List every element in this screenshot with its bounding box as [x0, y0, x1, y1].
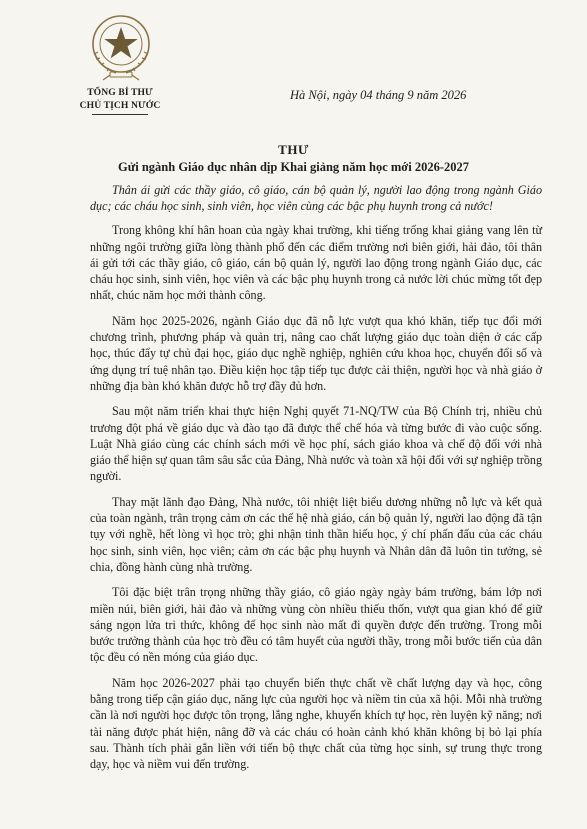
document-subject: Gửi ngành Giáo dục nhân dịp Khai giảng năm học mới 2026-2027 [118, 160, 469, 174]
place-date: Hà Nội, ngày 04 tháng 9 năm 2026 [290, 88, 467, 102]
signatory-title: TỔNG BÍ THƯ [87, 87, 153, 98]
signatory-block [60, 86, 180, 115]
signatory-underline [92, 114, 148, 115]
letter-greeting: Thân ái gửi các thầy giáo, cô giáo, cán bộ quản lý, người lao động trong ngành Giáo dục; các cháu học sinh, sinh viên, học viên cùng các bậc phụ huynh trong cả nước! [90, 183, 542, 214]
letter-paragraph: Năm học 2025-2026, ngành Giáo dục đã nỗ lực vượt qua khó khăn, tiếp tục đổi mới chương trình, phương pháp và quản trị, nâng cao chất lượng giáo dục toàn diện ở các cấp học, thúc đẩy tự chủ đại học, giáo dục nghề nghiệp, nghiên cứu khoa học, chuyển đổi số và ứng dụng trí tuệ nhân tạo. Điều kiện học tập tiếp tục được cải thiện, người học và nhà giáo ở những địa bàn khó khăn được hỗ trợ đầy đủ hơn. [90, 313, 542, 393]
letter-paragraph: Thay mặt lãnh đạo Đảng, Nhà nước, tôi nhiệt liệt biểu dương những nỗ lực và kết quả của toàn ngành, trân trọng cảm ơn các thế hệ nhà giáo, cán bộ quản lý, người lao động đã tận tụy với nghề, hết lòng vì học trò; ghi nhận tinh thần hiếu học, ý chí phấn đấu của các cháu học sinh, sinh viên, học viên; cảm ơn các bậc phụ huynh và Nhân dân đã luôn tin tưởng, sẻ chia, đồng hành cùng nhà trường. [90, 494, 542, 574]
signatory-subtitle: CHỦ TỊCH NƯỚC [79, 100, 161, 111]
document-type: THƯ [278, 142, 309, 157]
letter-body [90, 182, 542, 782]
letter-paragraph: Sau một năm triển khai thực hiện Nghị quyết 71-NQ/TW của Bộ Chính trị, nhiều chủ trương đột phá về giáo dục và đào tạo đã được thể chế hóa và từng bước đi vào cuộc sống. Luật Nhà giáo cùng các chính sách mới về học phí, sách giáo khoa và chế độ đối với nhà giáo thể hiện sự quan tâm sâu sắc của Đảng, Nhà nước và toàn xã hội đối với sự nghiệp trồng người. [90, 404, 542, 484]
letter-paragraph: Năm học 2026-2027 phải tạo chuyển biến thực chất về chất lượng dạy và học, công bằng trong tiếp cận giáo dục, năng lực của người học và niềm tin của xã hội. Mỗi nhà trường cần là nơi người học được tôn trọng, lắng nghe, khuyến khích tự học, rèn luyện kỹ năng; nơi tài năng được phát hiện, nâng đỡ và các cháu có hoàn cảnh khó khăn không bị bỏ lại phía sau. Thành tích phải gắn liền với tiến bộ thực chất của từng học sinh, sự trung thực trong dạy, học và niềm vui đến trường. [90, 675, 542, 771]
letter-paragraph: Trong không khí hân hoan của ngày khai trường, khi tiếng trống khai giảng vang lên từ những ngôi trường giữa lòng thành phố đến các điểm trường nơi biên giới, hải đảo, tôi thân ái gửi tới các thầy giáo, cô giáo, cán bộ quản lý, người lao động trong ngành Giáo dục, các cháu học sinh, sinh viên, học viên và các bậc phụ huynh trong cả nước lời chúc mừng tốt đẹp nhất, chúc năm học mới thành công. [90, 223, 542, 303]
national-emblem-icon [86, 10, 156, 84]
letter-paragraph: Tôi đặc biệt trân trọng những thầy giáo, cô giáo ngày ngày bám trường, bám lớp nơi miền núi, biên giới, hải đảo và những vùng còn nhiều thiếu thốn, vượt qua gian khó để giữ sáng ngọn lửa tri thức, không để học sinh nào mất đi quyền được đến trường. Trong mỗi bước trưởng thành của học trò đều có tâm huyết của người thầy, trong mỗi bước tiến của dân tộc đều có nền móng của giáo dục. [90, 585, 542, 665]
